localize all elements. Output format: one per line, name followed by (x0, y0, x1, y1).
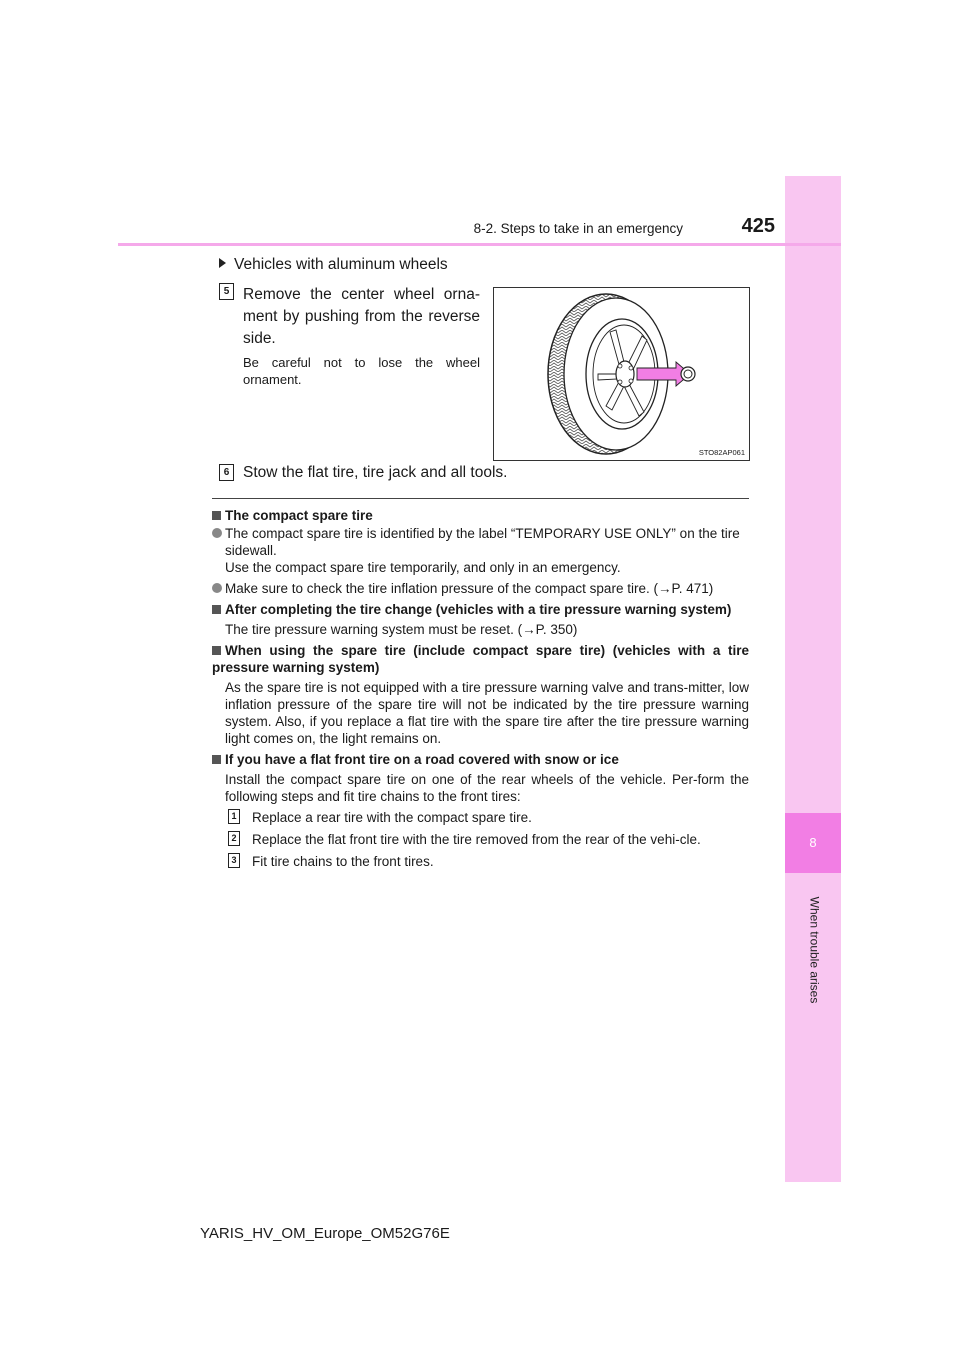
triangle-arrow-icon (219, 258, 226, 268)
section-title: If you have a flat front tire on a road covered with snow or ice (225, 752, 619, 767)
item-number: 2 (228, 831, 240, 846)
section-flat-front-tire-snow (212, 751, 749, 870)
chapter-side-tab (785, 176, 841, 1182)
subheading: Vehicles with aluminum wheels (219, 256, 448, 274)
wheel-ornament-illustration (493, 287, 750, 461)
step-6-text: Stow the flat tire, tire jack and all tools. (243, 464, 508, 481)
page-number: 425 (741, 215, 775, 237)
section-title: After completing the tire change (vehicles with a tire pressure warning system) (225, 602, 732, 617)
document-code-footer: YARIS_HV_OM_Europe_OM52G76E (200, 1225, 450, 1242)
header-rule (118, 243, 841, 246)
list-item: 2 Replace the flat front tire with the tire removed from the rear of the vehi-cle. (212, 831, 749, 848)
list-item: 3 Fit tire chains to the front tires. (212, 853, 749, 870)
section-after-tire-change (212, 601, 749, 638)
section-text: Install the compact spare tire on one of the rear wheels of the vehicle. Per-form the following steps and fit tire chains to the front tires: (225, 772, 749, 804)
section-text: The tire pressure warning system must be reset. (→P. 350) (225, 622, 578, 637)
tire-wheel-icon (494, 288, 749, 460)
section-compact-spare-tire (212, 507, 749, 597)
step-number-5: 5 (219, 283, 234, 300)
item-number: 3 (228, 853, 240, 868)
chapter-label: When trouble arises (807, 896, 821, 1004)
step-5-note: Be careful not to lose the wheel ornament. (243, 355, 480, 387)
info-sections (212, 507, 749, 875)
square-bullet-icon (212, 646, 221, 655)
square-bullet-icon (212, 605, 221, 614)
step-number-6: 6 (219, 464, 234, 481)
chapter-number: 8 (785, 813, 841, 873)
item-number: 1 (228, 809, 240, 824)
square-bullet-icon (212, 755, 221, 764)
section-title: 8-2. Steps to take in an emergency (473, 221, 683, 236)
section-title: When using the spare tire (include compact spare tire) (vehicles with a tire pressure warning system) (212, 643, 749, 675)
list-item: Make sure to check the tire inflation pressure of the compact spare tire. (→P. 471) (212, 580, 749, 597)
section-using-spare-tire (212, 642, 749, 747)
step-5-text: Remove the center wheel orna-ment by pushing from the reverse side. (243, 286, 480, 347)
circle-bullet-icon (212, 583, 222, 593)
square-bullet-icon (212, 511, 221, 520)
figure-code: STO82AP061 (698, 448, 745, 457)
section-text: As the spare tire is not equipped with a tire pressure warning valve and trans-mitter, low inflation pressure of the spare tire will not be indicated by the tire pressure warning system. Also, if you replace a flat tire with the spare tire after the tire pressure warning light comes on, the light remains on. (225, 680, 749, 746)
list-item: The compact spare tire is identified by the label “TEMPORARY USE ONLY” on the tire sidewall. Use the compact spare tire temporarily, and only in an emergency. (212, 525, 749, 576)
section-divider (212, 498, 749, 499)
list-item: 1 Replace a rear tire with the compact spare tire. (212, 809, 749, 826)
circle-bullet-icon (212, 528, 222, 538)
section-title: The compact spare tire (225, 508, 373, 523)
